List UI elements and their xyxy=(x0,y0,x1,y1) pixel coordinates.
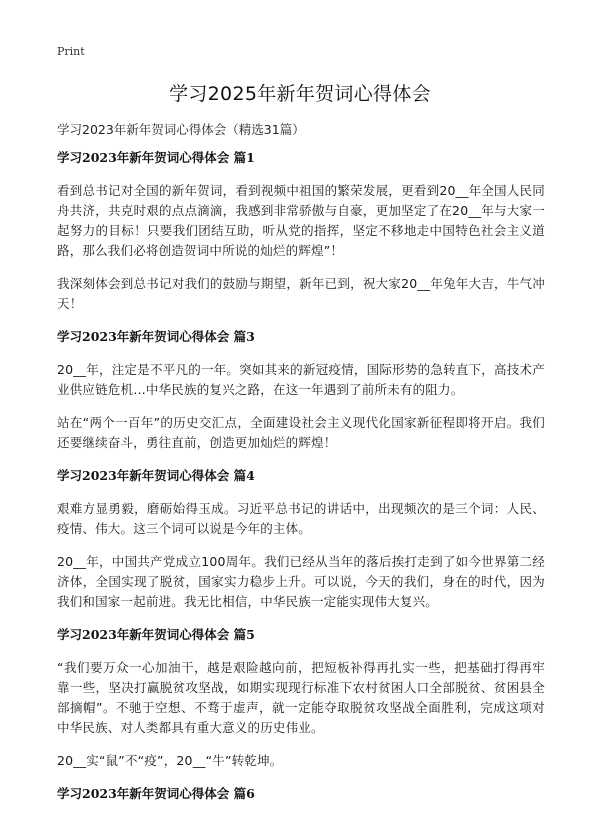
document-body xyxy=(57,148,545,817)
paragraph: 看到总书记对全国的新年贺词，看到视频中祖国的繁荣发展，更看到20__年全国人民同舟共济，共克时艰的点点滴滴，我感到非常骄傲与自豪，更加坚定了在20__年与大家一起努力的目标！只要我们团结互助，听从党的指挥，坚定不移地走中国特色社会主义道路，那么我们必将创造贺词中所说的灿烂的辉煌”！ xyxy=(57,183,545,258)
print-label[interactable]: Print xyxy=(57,45,85,58)
section-heading: 学习2023年新年贺词心得体会 篇1 xyxy=(57,150,255,165)
paragraph: 艰难方显勇毅，磨砺始得玉成。习近平总书记的讲话中，出现频次的是三个词：人民、疫情、伟大。这三个词可以说是今年的主体。 xyxy=(57,501,545,536)
paragraph: “我们要万众一心加油干，越是艰险越向前，把短板补得再扎实一些，把基础打得再牢靠一些，坚决打赢脱贫攻坚战，如期实现现行标准下农村贫困人口全部脱贫、贫困县全部摘帽”。不驰于空想、不骛于虚声，就一定能夺取脱贫攻坚战全面胜利，完成这项对中华民族、对人类都具有重大意义的历史伟业。 xyxy=(57,660,545,735)
paragraph: 我深刻体会到总书记对我们的鼓励与期望，新年已到，祝大家20__年兔年大吉，牛气冲天！ xyxy=(57,276,545,311)
section-heading: 学习2023年新年贺词心得体会 篇6 xyxy=(57,786,255,801)
section-heading: 学习2023年新年贺词心得体会 篇3 xyxy=(57,329,255,344)
article-section xyxy=(57,327,545,453)
section-heading: 学习2023年新年贺词心得体会 篇4 xyxy=(57,468,255,483)
document-subtitle: 学习2023年新年贺词心得体会（精选31篇） xyxy=(57,122,305,137)
paragraph: 20__实“鼠”不“疫”，20__“牛”转乾坤。 xyxy=(57,753,283,768)
document-title: 学习2025年新年贺词心得体会 xyxy=(169,83,431,105)
article-section xyxy=(57,148,545,314)
section-heading: 学习2023年新年贺词心得体会 篇5 xyxy=(57,627,255,642)
paragraph: 20__年，注定是不平凡的一年。突如其来的新冠疫情，国际形势的急转直下，高技术产业供应链危机…中华民族的复兴之路，在这一年遇到了前所未有的阻力。 xyxy=(57,362,545,397)
paragraph: 站在“两个一百年”的历史交汇点，全面建设社会主义现代化国家新征程即将开启。我们还要继续奋斗，勇往直前，创造更加灿烂的辉煌！ xyxy=(57,415,545,450)
article-section xyxy=(57,466,545,612)
article-section xyxy=(57,784,545,804)
paragraph: 20__年，中国共产党成立100周年。我们已经从当年的落后挨打走到了如今世界第二经济体，全国实现了脱贫，国家实力稳步上升。可以说，今天的我们，身在的时代，因为我们和国家一起前进。我无比相信，中华民族一定能实现伟大复兴。 xyxy=(57,554,545,609)
article-section xyxy=(57,625,545,771)
